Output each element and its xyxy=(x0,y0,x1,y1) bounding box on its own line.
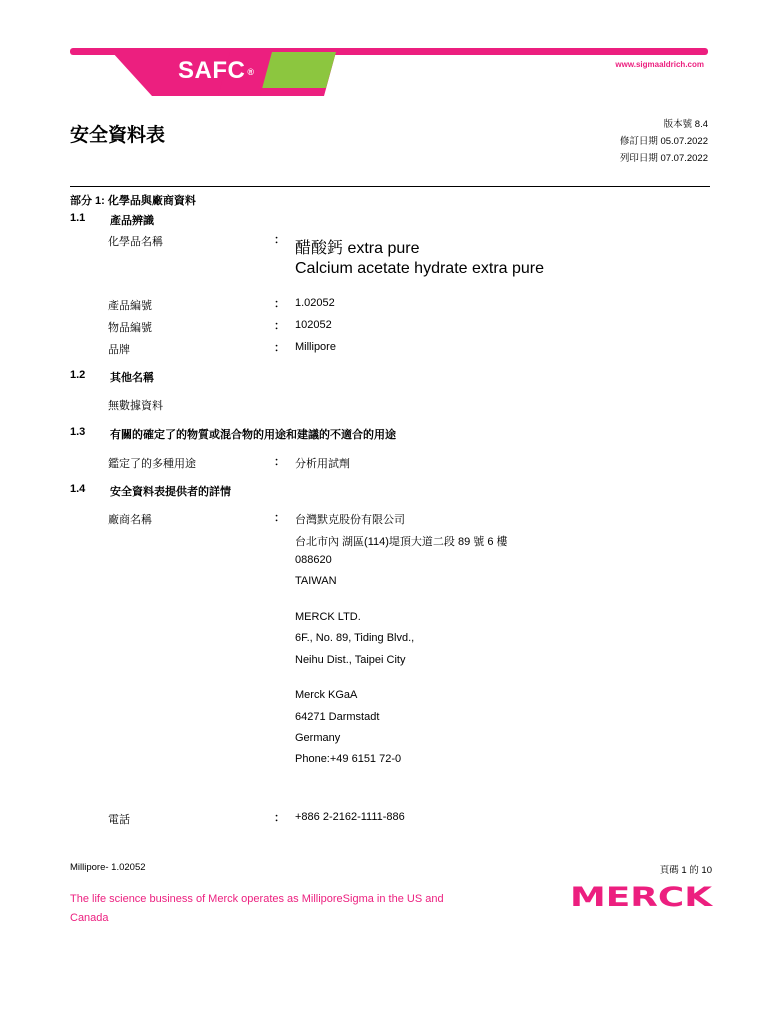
colon: ： xyxy=(274,342,285,354)
address-line: 台灣默克股份有限公司 xyxy=(295,514,405,526)
address-line: 088620 xyxy=(295,554,332,566)
subsection-title-1-2: 其他名稱 xyxy=(110,372,154,384)
address-line: 6F., No. 89, Tiding Blvd., xyxy=(295,632,415,644)
colon: ： xyxy=(274,234,285,246)
address-line: TAIWAN xyxy=(295,575,337,587)
subsection-title-1-4: 安全資料表提供者的詳情 xyxy=(110,486,231,498)
print-date: 列印日期 07.07.2022 xyxy=(619,153,708,164)
item-number-value: 102052 xyxy=(295,319,332,331)
website-url[interactable]: www.sigmaaldrich.com xyxy=(615,60,704,69)
logo-text: SAFC ® xyxy=(178,57,255,84)
chemical-name-zh: 醋酸鈣 extra pure xyxy=(295,240,420,257)
other-names-text: 無數據資料 xyxy=(108,400,163,412)
colon: ： xyxy=(274,512,285,524)
section-divider xyxy=(70,186,710,187)
phone-value: +886 2-2162-1111-886 xyxy=(295,811,405,823)
address-line: 台北市內 湖區(114)堤頂大道二段 89 號 6 樓 xyxy=(295,536,508,548)
address-line: Phone:+49 6151 72-0 xyxy=(295,753,402,765)
merck-logo-shape xyxy=(570,880,714,912)
svg-text:MERCK: MERCK xyxy=(570,882,714,912)
section-heading: 部分 1: 化學品與廠商資料 xyxy=(70,195,196,207)
identified-uses-label: 鑑定了的多種用途 xyxy=(108,458,196,470)
address-line: Merck KGaA xyxy=(295,689,358,701)
page-number: 頁碼 1 的 10 xyxy=(659,865,712,876)
colon: ： xyxy=(274,812,285,824)
subsection-number-1-3: 1.3 xyxy=(70,426,86,438)
merck-logo xyxy=(570,880,714,912)
page-title: 安全資料表 xyxy=(70,125,166,146)
subsection-number-1-2: 1.2 xyxy=(70,369,86,381)
supplier-label: 廠商名稱 xyxy=(108,514,152,526)
subsection-number-1-1: 1.1 xyxy=(70,212,86,224)
brand-value: Millipore xyxy=(295,341,336,353)
address-line: MERCK LTD. xyxy=(295,611,361,623)
version-number: 版本號 8.4 xyxy=(663,119,708,130)
subsection-title-1-1: 產品辨識 xyxy=(110,215,154,227)
subsection-number-1-4: 1.4 xyxy=(70,483,86,495)
product-number-value: 1.02052 xyxy=(295,297,335,309)
footer-product: Millipore- 1.02052 xyxy=(70,862,146,873)
product-number-label: 產品編號 xyxy=(108,300,152,312)
brand-label: 品牌 xyxy=(108,344,130,356)
footer-tagline: The life science business of Merck operates as MilliporeSigma in the US and Canada xyxy=(70,893,444,924)
identified-uses-value: 分析用試劑 xyxy=(295,458,350,470)
revision-date: 修訂日期 05.07.2022 xyxy=(619,136,708,147)
address-line: Neihu Dist., Taipei City xyxy=(295,654,406,666)
safc-logo xyxy=(112,48,336,100)
chemical-name-en: Calcium acetate hydrate extra pure xyxy=(295,260,545,277)
colon: ： xyxy=(274,456,285,468)
colon: ： xyxy=(274,320,285,332)
phone-label: 電話 xyxy=(108,814,130,826)
item-number-label: 物品編號 xyxy=(108,322,152,334)
subsection-title-1-3: 有關的確定了的物質或混合物的用途和建議的不適合的用途 xyxy=(110,429,396,441)
address-line: Germany xyxy=(295,732,341,744)
chemical-name-label: 化學品名稱 xyxy=(108,236,163,248)
address-line: 64271 Darmstadt xyxy=(295,711,380,723)
colon: ： xyxy=(274,298,285,310)
